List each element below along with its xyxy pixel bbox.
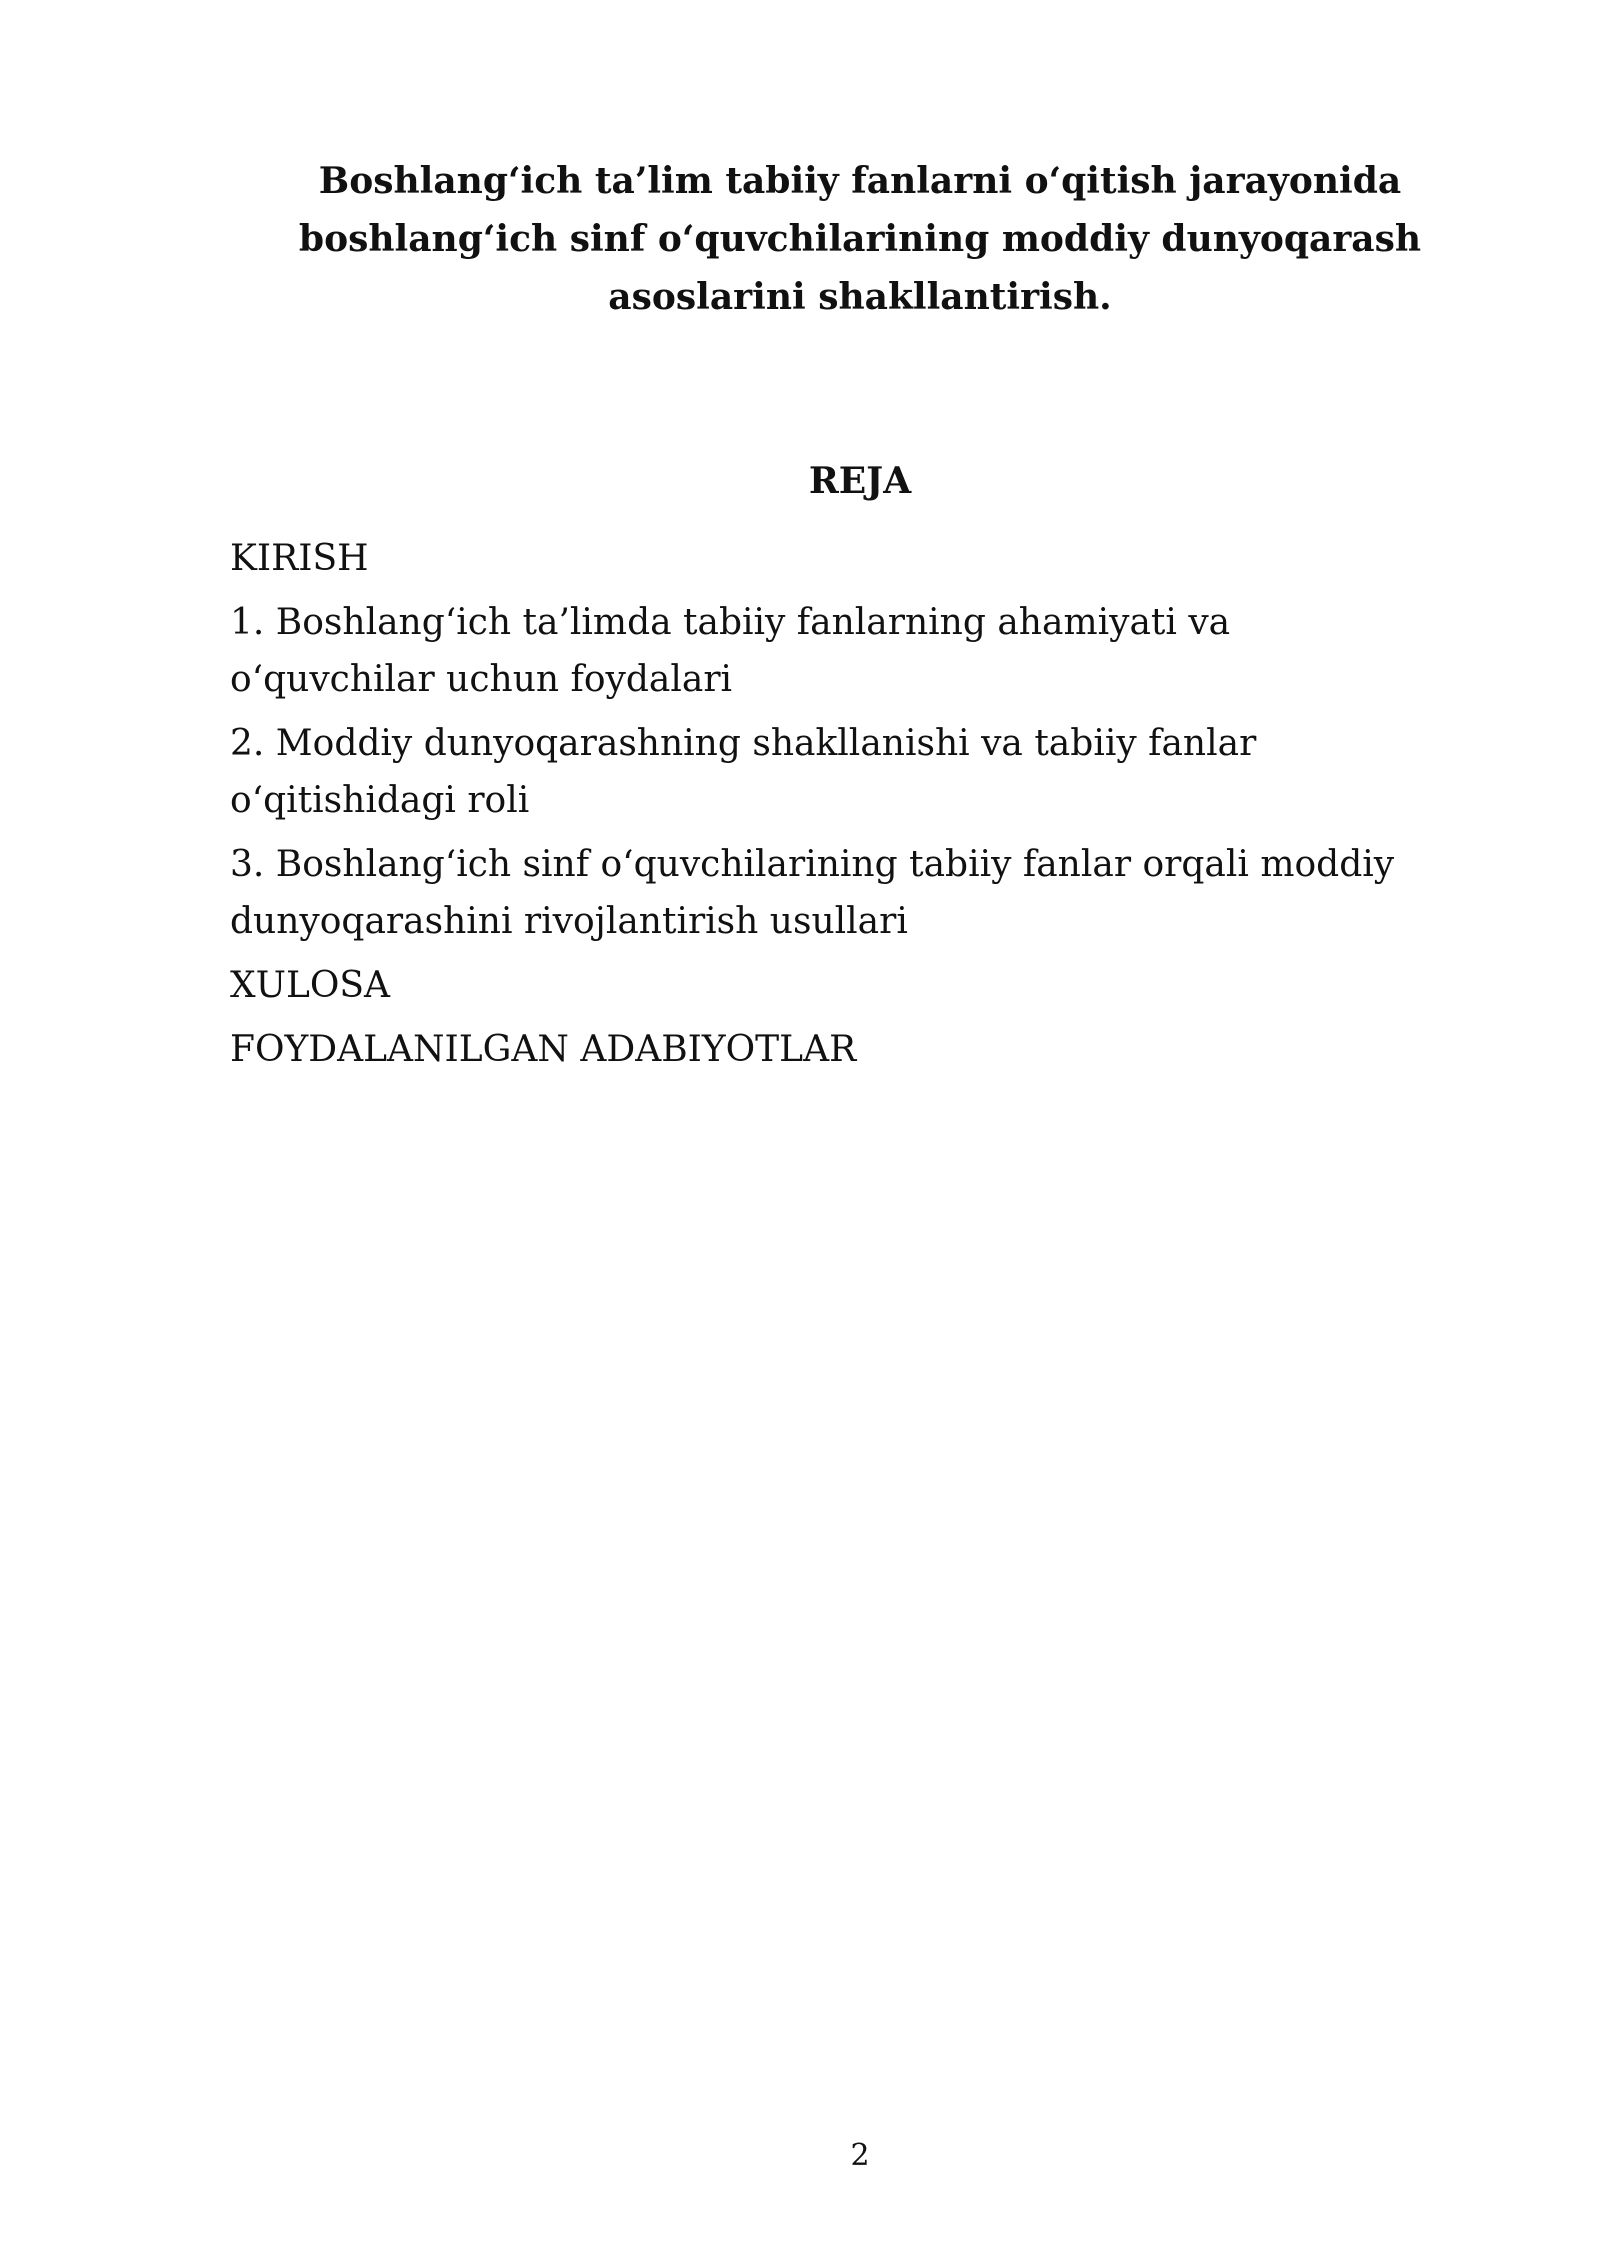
document-title [230, 152, 1490, 326]
plan-item-line: dunyoqarashini rivojlantirish usullari [230, 901, 908, 942]
plan-item-introduction [230, 530, 1490, 587]
plan-item-line: 1. Boshlang‘ich ta’limda tabiiy fanlarning ahamiyati va [230, 602, 1231, 643]
plan-item-line: o‘qitishidagi roli [230, 780, 530, 821]
plan-item-line: XULOSA [230, 965, 391, 1006]
plan-item-conclusion [230, 957, 1490, 1014]
plan-item-line: o‘quvchilar uchun foydalari [230, 659, 733, 700]
title-line: boshlang‘ich sinf o‘quvchilarining moddiy dunyoqarash [298, 218, 1422, 260]
plan-list [230, 530, 1490, 1085]
plan-item-line: 3. Boshlang‘ich sinf o‘quvchilarining tabiiy fanlar orqali moddiy [230, 844, 1395, 885]
plan-heading: REJA [808, 460, 912, 502]
plan-item-line: 2. Moddiy dunyoqarashning shakllanishi va tabiiy fanlar [230, 723, 1257, 764]
plan-item-3 [230, 836, 1490, 950]
plan-item-line: FOYDALANILGAN ADABIYOTLAR [230, 1029, 857, 1070]
title-line: Boshlang‘ich ta’lim tabiiy fanlarni o‘qitish jarayonida [318, 160, 1402, 202]
plan-item-2 [230, 715, 1490, 829]
page-number: 2 [850, 2138, 870, 2173]
title-line: asoslarini shakllantirish. [608, 276, 1112, 318]
plan-item-references [230, 1021, 1490, 1078]
plan-item-1 [230, 594, 1490, 708]
plan-item-line: KIRISH [230, 538, 369, 579]
